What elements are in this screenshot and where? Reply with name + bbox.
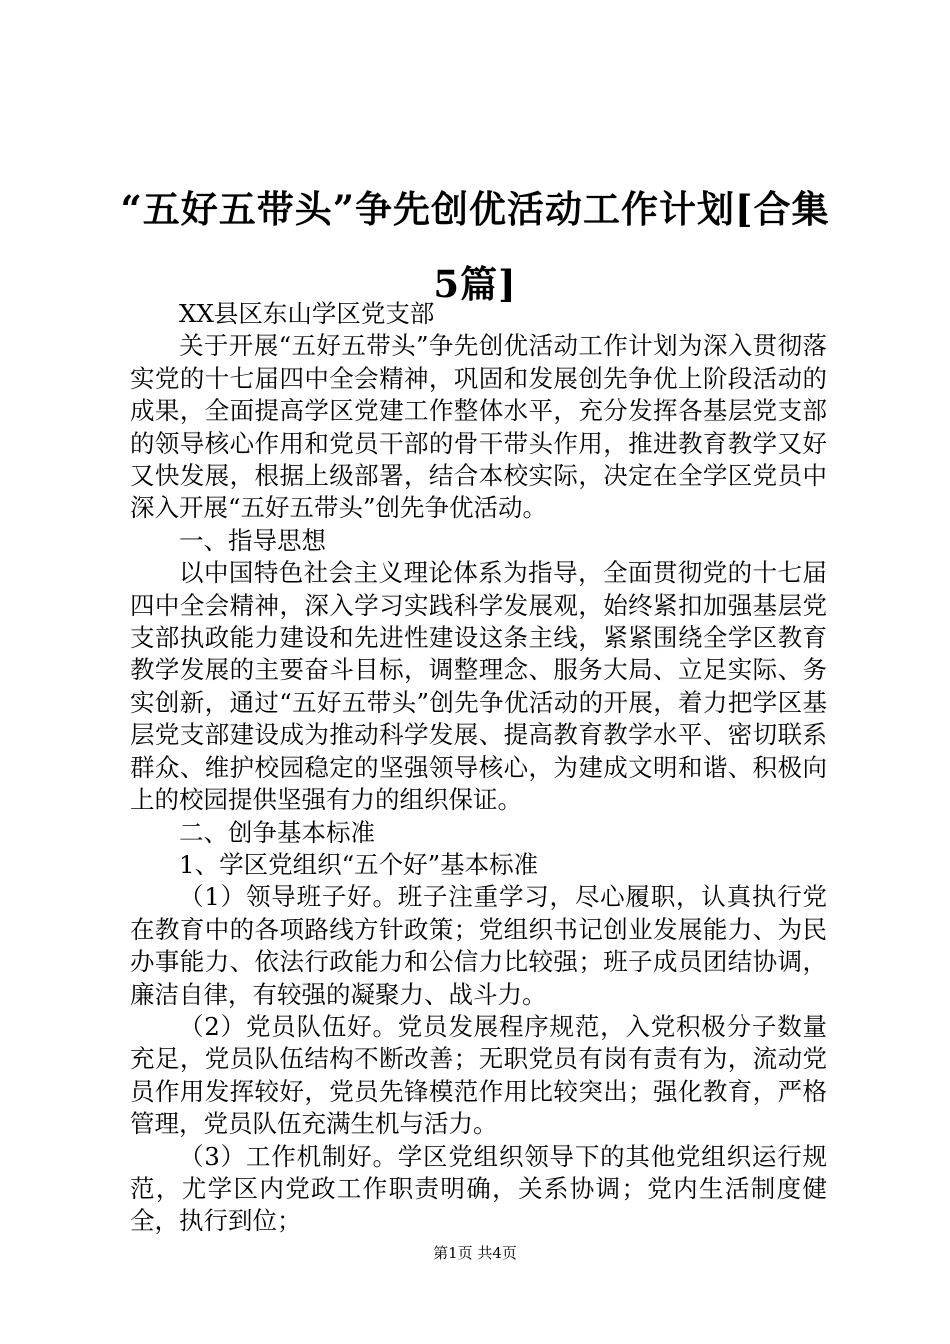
subsection-heading-five-good: 1、学区党组织“五个好”基本标准 [179, 849, 539, 879]
title-line-1: “五好五带头”争先创优活动工作计划[合集 [120, 187, 830, 231]
title-line-2: 5篇] [433, 262, 517, 306]
section-heading-guiding-thought: 一、指导思想 [179, 525, 326, 555]
section-heading-basic-standards: 二、创争基本标准 [179, 817, 375, 847]
organization-line: XX县区东山学区党支部 [179, 299, 435, 328]
standard-item-1: （1）领导班子好。班子注重学习，尽心履职，认真执行党在教育中的各项路线方针政策；党组织书记创业发展能力、为民办事能力、依法行政能力和公信力比较强；班子成员团结协调，廉洁自律，有较强的凝聚力、战斗力。 [130, 882, 827, 1009]
intro-paragraph: 关于开展“五好五带头”争先创优活动工作计划为深入贯彻落实党的十七届四中全会精神，巩固和发展创先争优上阶段活动的成果，全面提高学区党建工作整体水平，充分发挥各基层党支部的领导核心作用和党员干部的骨干带头作用，推进教育教学又好又快发展，根据上级部署，结合本校实际，决定在全学区党员中深入开展“五好五带头”创先争优活动。 [130, 331, 827, 523]
page-number-footer: 第1页 共4页 [433, 1244, 517, 1262]
standard-item-2: （2）党员队伍好。党员发展程序规范，入党积极分子数量充足，党员队伍结构不断改善；无职党员有岗有责有为，流动党员作用发挥较好，党员先锋模范作用比较突出；强化教育，严格管理，党员队伍充满生机与活力。 [130, 1011, 827, 1139]
document-body [130, 298, 827, 1238]
standard-item-3: （3）工作机制好。学区党组织领导下的其他党组织运行规范，尤学区内党政工作职责明确，关系协调；党内生活制度健全，执行到位； [130, 1141, 827, 1236]
guiding-thought-paragraph: 以中国特色社会主义理论体系为指导，全面贯彻党的十七届四中全会精神，深入学习实践科学发展观，始终紧扣加强基层党支部执政能力建设和先进性建设这条主线，紧紧围绕全学区教育教学发展的主要奋斗目标，调整理念、服务大局、立足实际、务实创新，通过“五好五带头”创先争优活动的开展，着力把学区基层党支部建设成为推动科学发展、提高教育教学水平、密切联系群众、维护校园稳定的坚强领导核心，为建成文明和谐、积极向上的校园提供坚强有力的组织保证。 [130, 558, 827, 815]
